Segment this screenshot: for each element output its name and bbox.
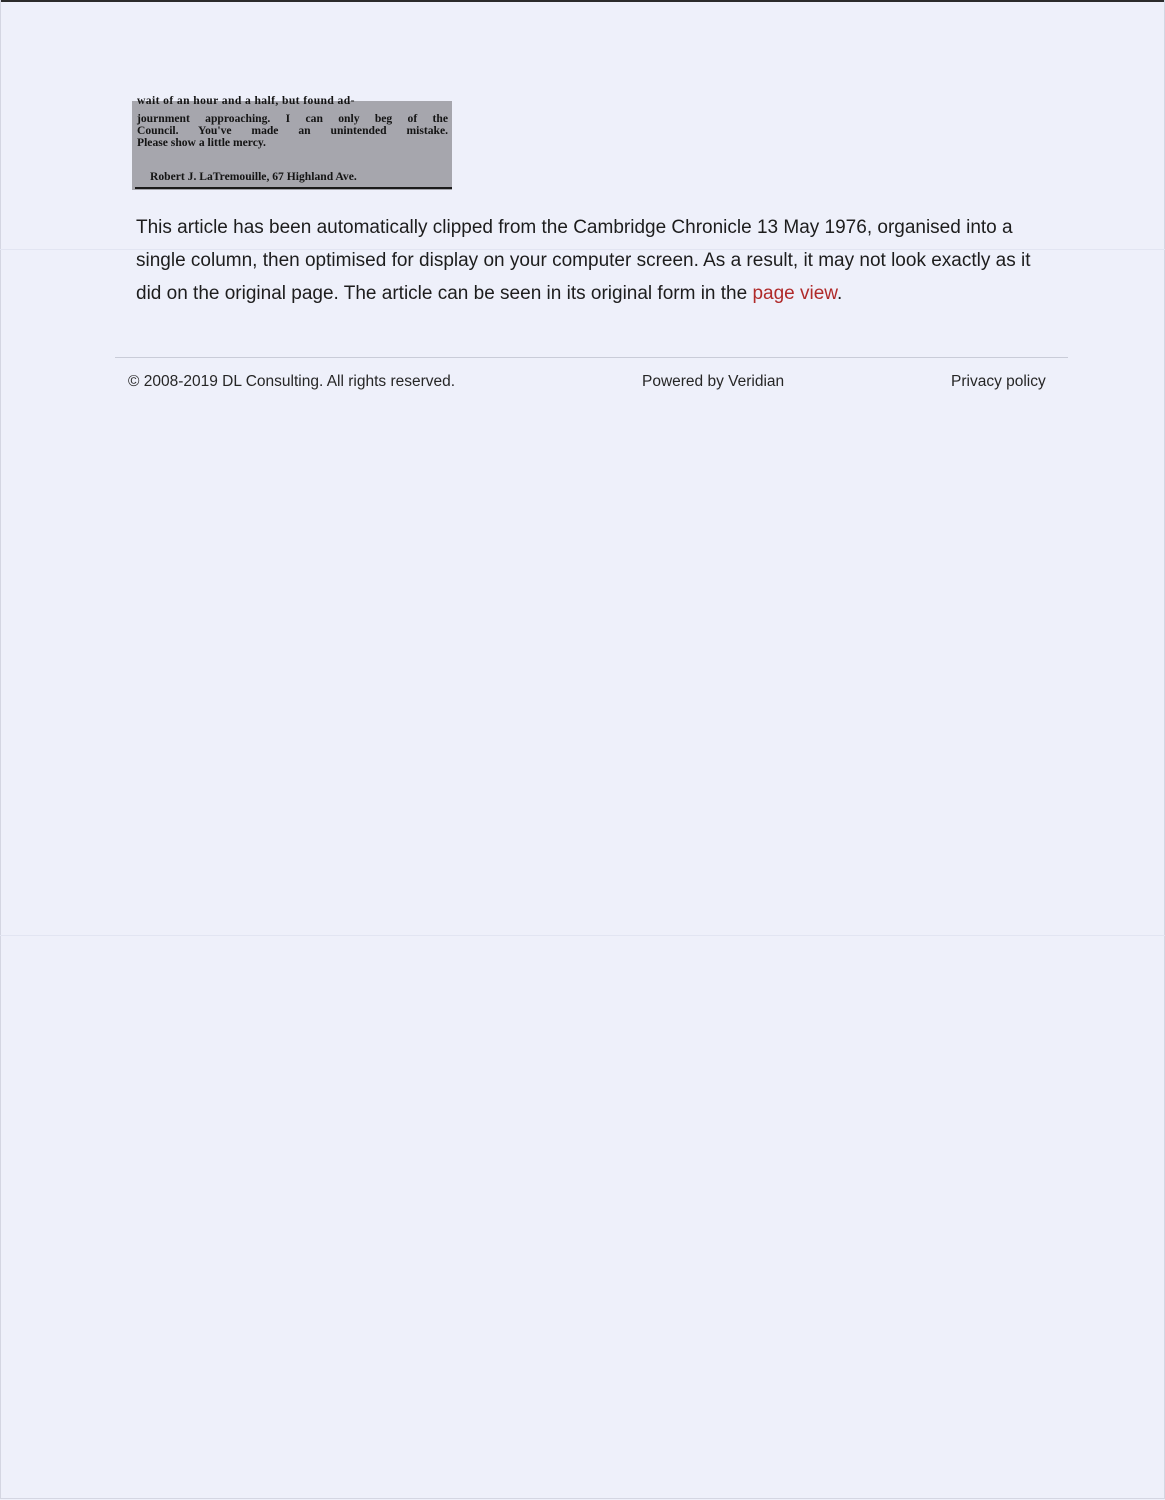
clipping-text-line: journment approaching. I can only beg of the bbox=[137, 112, 448, 125]
clipping-rule bbox=[135, 187, 452, 189]
notice-text: This article has been automatically clipped from the Cambridge Chronicle 13 May 1976, organised into a single column, then optimised for display on your computer screen. As a result, it may not look exactly as it did on the original page. The article can be seen in its original form in the bbox=[136, 217, 1031, 304]
privacy-policy-link[interactable]: Privacy policy bbox=[951, 373, 1046, 390]
footer-divider bbox=[115, 357, 1068, 358]
powered-by-link[interactable]: Powered by Veridian bbox=[642, 373, 785, 390]
clipping-text-line: wait of an hour and a half, but found ad- bbox=[137, 94, 355, 107]
article-clipping-image bbox=[132, 94, 452, 190]
notice-end: . bbox=[836, 283, 843, 304]
clipping-signature: Robert J. LaTremouille, 67 Highland Ave. bbox=[150, 170, 357, 183]
clipping-text-line: Please show a little mercy. bbox=[137, 136, 266, 149]
clipping-text-line: Council. You've made an unintended mistake. bbox=[137, 124, 448, 137]
scan-artifact-line bbox=[0, 935, 1165, 936]
clipping-notice bbox=[136, 211, 1056, 310]
page-view-link[interactable]: page view bbox=[752, 283, 837, 304]
copyright-text: © 2008-2019 DL Consulting. All rights reserved. bbox=[128, 373, 456, 390]
